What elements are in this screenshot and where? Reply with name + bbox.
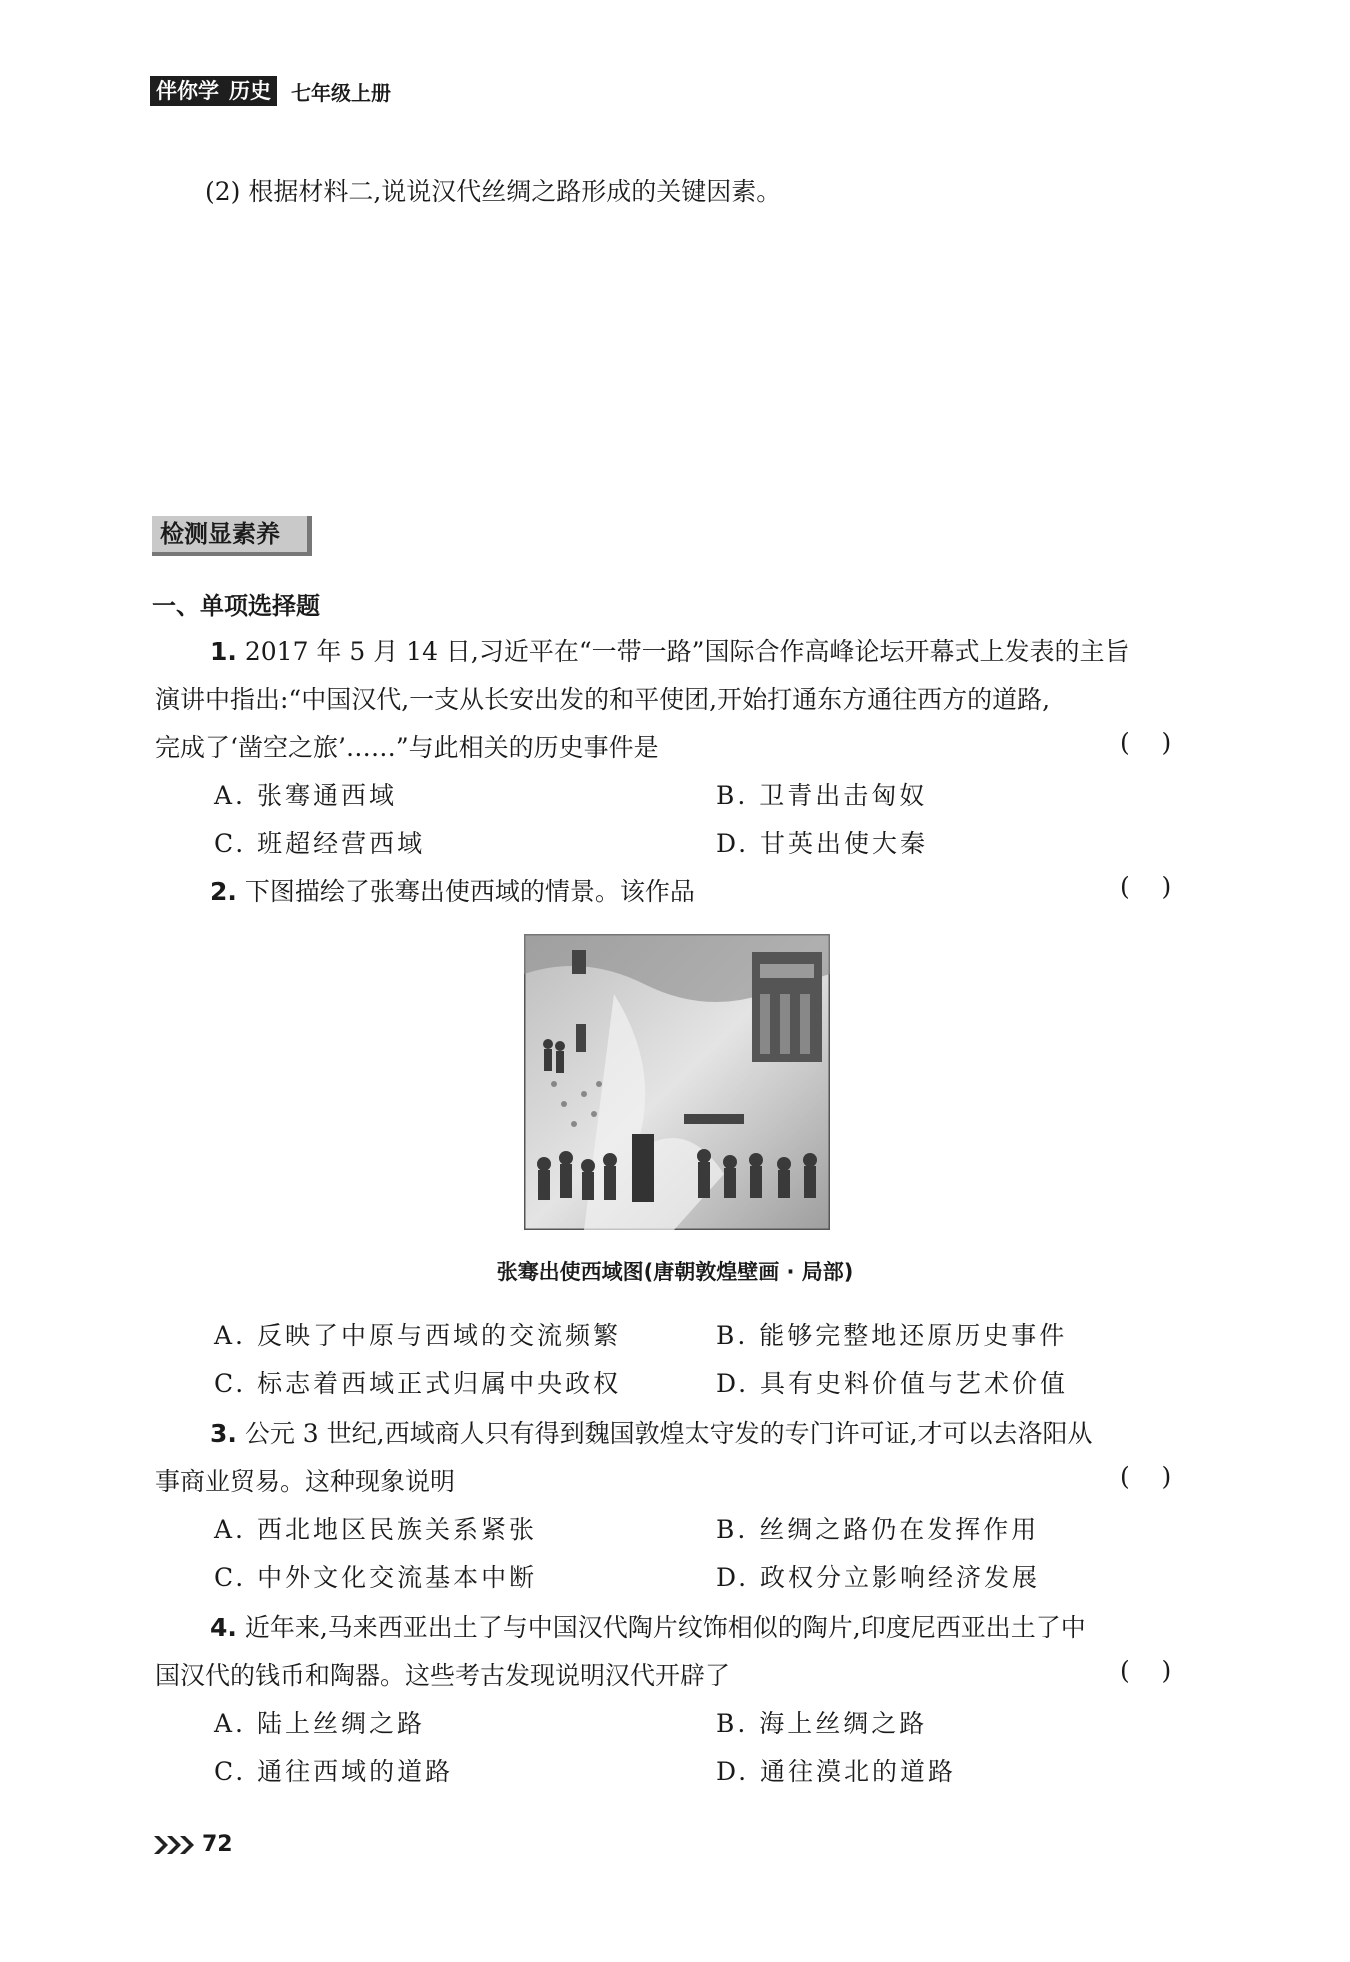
question-4-option-d[interactable]: D. 通往漠北的道路 (716, 1757, 957, 1786)
question-1-line-3: 完成了‘凿空之旅’……”与此相关的历史事件是 (155, 733, 659, 762)
question-4-option-b[interactable]: B. 海上丝绸之路 (716, 1709, 928, 1738)
mural-illustration (524, 934, 830, 1230)
grade-label: 七年级上册 (291, 80, 391, 105)
subject-name: 历史 (229, 79, 271, 103)
question-1-number: 1. (210, 637, 237, 666)
question-4-text-1: 近年来,马来西亚出土了与中国汉代陶片纹饰相似的陶片,印度尼西亚出土了中 (244, 1613, 1086, 1642)
page-number: 72 (202, 1832, 233, 1857)
question-1-text-1: 2017 年 5 月 14 日,习近平在“一带一路”国际合作高峰论坛开幕式上发表的主旨 (244, 637, 1130, 666)
question-3-text-1: 公元 3 世纪,西域商人只有得到魏国敦煌太守发的专门许可证,才可以去洛阳从 (244, 1419, 1093, 1448)
question-3-number: 3. (210, 1419, 237, 1448)
question-2-answer-blank[interactable]: ( ) (1120, 872, 1172, 901)
question-1-option-c[interactable]: C. 班超经营西域 (214, 829, 426, 858)
question-3-line-2: 事商业贸易。这种现象说明 (155, 1467, 456, 1496)
question-4-line-1 (210, 1608, 1086, 1644)
question-4-line-2: 国汉代的钱币和陶器。这些考古发现说明汉代开辟了 (155, 1661, 731, 1690)
question-2-line-1 (210, 872, 695, 908)
question-4-answer-blank[interactable]: ( ) (1120, 1656, 1172, 1685)
question-3-answer-blank[interactable]: ( ) (1120, 1462, 1172, 1491)
question-4-option-c[interactable]: C. 通往西域的道路 (214, 1757, 454, 1786)
question-1-answer-blank[interactable]: ( ) (1120, 728, 1172, 757)
question-3-option-a[interactable]: A. 西北地区民族关系紧张 (214, 1515, 537, 1544)
question-1-line-2: 演讲中指出:“中国汉代,一支从长安出发的和平使团,开始打通东方通往西方的道路, (155, 685, 1051, 714)
question-1-option-d[interactable]: D. 甘英出使大秦 (716, 829, 929, 858)
question-1-option-b[interactable]: B. 卫青出击匈奴 (716, 781, 928, 810)
subject-label (150, 76, 277, 106)
page-footer (152, 1832, 233, 1857)
question-2-option-c[interactable]: C. 标志着西域正式归属中央政权 (214, 1369, 622, 1398)
figure-caption: 张骞出使西域图(唐朝敦煌壁画 · 局部) (496, 1260, 854, 1284)
question-1-line-1 (210, 632, 1129, 668)
question-2-option-b[interactable]: B. 能够完整地还原历史事件 (716, 1321, 1068, 1350)
question-4-option-a[interactable]: A. 陆上丝绸之路 (214, 1709, 425, 1738)
triple-chevron-icon (152, 1834, 196, 1856)
question-3-option-d[interactable]: D. 政权分立影响经济发展 (716, 1563, 1041, 1592)
question-3-option-b[interactable]: B. 丝绸之路仍在发挥作用 (716, 1515, 1040, 1544)
question-2-text-1: 下图描绘了张骞出使西域的情景。该作品 (244, 877, 695, 906)
page-header (150, 76, 391, 106)
question-2-option-a[interactable]: A. 反映了中原与西域的交流频繁 (214, 1321, 621, 1350)
sub-question: (2) 根据材料二,说说汉代丝绸之路形成的关键因素。 (205, 177, 782, 206)
question-3-line-1 (210, 1414, 1093, 1450)
mural-image (524, 934, 830, 1230)
question-1-option-a[interactable]: A. 张骞通西域 (214, 781, 397, 810)
section-badge: 检测显素养 (152, 516, 312, 556)
part-title: 一、单项选择题 (152, 592, 320, 620)
question-3-option-c[interactable]: C. 中外文化交流基本中断 (214, 1563, 538, 1592)
subject-prefix: 伴你学 (156, 79, 219, 103)
question-2-option-d[interactable]: D. 具有史料价值与艺术价值 (716, 1369, 1069, 1398)
question-4-number: 4. (210, 1613, 237, 1642)
question-2-number: 2. (210, 877, 237, 906)
